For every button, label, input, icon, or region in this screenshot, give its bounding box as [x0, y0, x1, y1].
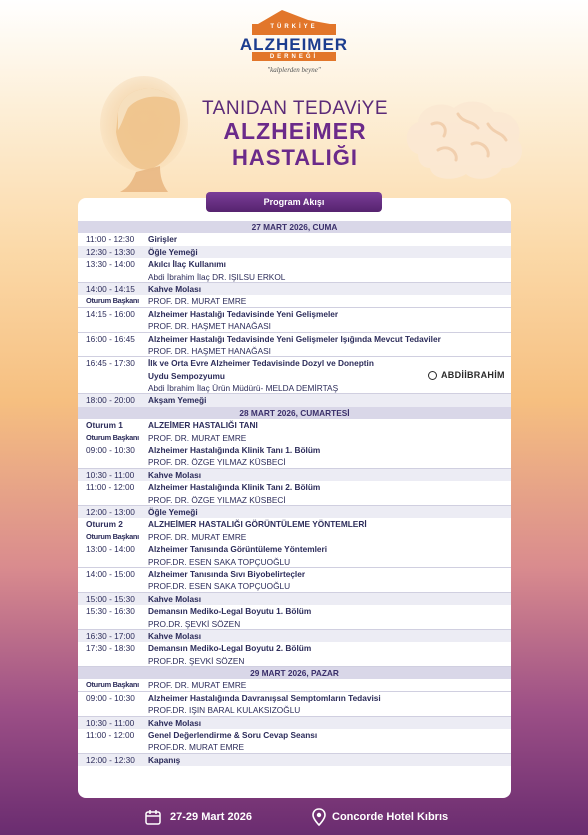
schedule-text: PROF.DR. ŞEVKİ SÖZEN	[148, 655, 245, 666]
schedule-text: Öğle Yemeği	[148, 246, 198, 257]
schedule-list	[78, 221, 511, 766]
day-header	[78, 407, 511, 419]
schedule-row	[78, 320, 511, 332]
schedule-time: 14:15 - 16:00	[86, 308, 135, 319]
schedule-row	[78, 456, 511, 468]
schedule-row	[78, 308, 511, 320]
schedule-time: 12:00 - 13:00	[86, 506, 135, 517]
schedule-text: PROF. DR. HAŞMET HANAĞASI	[148, 345, 271, 356]
schedule-row	[78, 741, 511, 753]
schedule-row	[78, 283, 511, 295]
schedule-row	[78, 357, 511, 369]
schedule-row	[78, 605, 511, 617]
day-header-text: 27 MART 2026, CUMA	[251, 222, 338, 232]
day-header	[78, 221, 511, 233]
schedule-row	[78, 618, 511, 630]
schedule-text: Girişler	[148, 234, 178, 245]
schedule-row	[78, 271, 511, 283]
schedule-row	[78, 543, 511, 555]
schedule-row	[78, 481, 511, 493]
schedule-row	[78, 642, 511, 654]
schedule-text: ALZEİMER HASTALIĞI TANI	[148, 420, 258, 431]
schedule-row	[78, 333, 511, 345]
schedule-time: 13:30 - 14:00	[86, 259, 135, 270]
schedule-text: PROF. DR. ÖZGE YILMAZ KÜSBECİ	[148, 457, 286, 468]
schedule-row	[78, 556, 511, 568]
schedule-row	[78, 692, 511, 704]
schedule-time: Oturum 1	[86, 420, 123, 431]
schedule-row	[78, 444, 511, 456]
schedule-time: Oturum Başkanı	[86, 296, 139, 306]
schedule-text: Akılcı İlaç Kullanımı	[148, 259, 226, 270]
schedule-text: PROF. DR. MURAT EMRE	[148, 531, 247, 542]
schedule-row	[78, 679, 511, 691]
schedule-time: Oturum 2	[86, 519, 123, 530]
schedule-text: Demansın Mediko-Legal Boyutu 2. Bölüm	[148, 643, 312, 654]
schedule-time: 09:00 - 10:30	[86, 692, 135, 703]
schedule-text: Alzheimer Tanısında Görüntüleme Yöntemleri	[148, 544, 328, 555]
schedule-text: PROF. DR. MURAT EMRE	[148, 296, 247, 307]
program-card	[78, 198, 511, 798]
schedule-text: PROF. DR. HAŞMET HANAĞASI	[148, 321, 271, 332]
schedule-text: PRO.DR. ŞEVKİ SÖZEN	[148, 618, 241, 629]
sponsor-icon	[428, 371, 437, 380]
schedule-row	[78, 506, 511, 518]
title-line-1: TANIDAN TEDAViYE	[201, 98, 389, 119]
schedule-row	[78, 469, 511, 481]
schedule-time: 15:00 - 15:30	[86, 593, 135, 604]
schedule-text: Alzheimer Hastalığında Klinik Tanı 1. Bölüm	[148, 445, 321, 456]
schedule-row	[78, 419, 511, 431]
schedule-row	[78, 704, 511, 716]
schedule-time: 10:30 - 11:00	[86, 717, 135, 728]
logo-top-text: TÜRKİYE	[270, 24, 318, 30]
schedule-time: 14:00 - 14:15	[86, 283, 135, 294]
title-line-2: ALZHEiMER	[223, 118, 367, 144]
schedule-time: 12:00 - 12:30	[86, 754, 135, 765]
schedule-row	[78, 432, 511, 444]
logo	[236, 8, 352, 78]
schedule-text: PROF. DR. ÖZGE YILMAZ KÜSBECİ	[148, 494, 286, 505]
schedule-row	[78, 580, 511, 592]
schedule-time: Oturum Başkanı	[86, 531, 139, 541]
schedule-time: 10:30 - 11:00	[86, 469, 135, 480]
schedule-time: 11:00 - 12:00	[86, 482, 135, 493]
schedule-row	[78, 233, 511, 245]
schedule-text: PROF. DR. MURAT EMRE	[148, 432, 247, 443]
day-header-text: 28 MART 2026, CUMARTESİ	[239, 407, 350, 418]
schedule-time: 14:00 - 15:00	[86, 568, 135, 579]
schedule-time: 11:00 - 12:30	[86, 234, 135, 245]
day-header-text: 29 MART 2026, PAZAR	[250, 668, 339, 679]
schedule-row	[78, 518, 511, 530]
schedule-row	[78, 655, 511, 667]
schedule-time: 16:00 - 16:45	[86, 333, 135, 344]
schedule-text: Kahve Molası	[148, 469, 202, 480]
schedule-row	[78, 630, 511, 642]
day-header	[78, 667, 511, 679]
schedule-text: Öğle Yemeği	[148, 506, 198, 517]
schedule-row	[78, 717, 511, 729]
schedule-time: Oturum Başkanı	[86, 680, 139, 690]
schedule-text: Alzheimer Hastalığında Klinik Tanı 2. Bölüm	[148, 482, 321, 493]
schedule-row	[78, 258, 511, 270]
schedule-time: 15:30 - 16:30	[86, 606, 135, 617]
schedule-text: Kahve Molası	[148, 593, 202, 604]
logo-main-text: ALZHEIMER	[239, 35, 349, 54]
schedule-time: 16:30 - 17:00	[86, 630, 135, 641]
schedule-row	[78, 531, 511, 543]
schedule-text: PROF.DR. IŞIN BARAL KULAKSIZOĞLU	[148, 705, 301, 716]
location-pin-icon	[310, 808, 328, 826]
schedule-row	[78, 729, 511, 741]
schedule-text: Alzheimer Hastalığı Tedavisinde Yeni Gelişmeler Işığında Mevcut Tedaviler	[148, 333, 441, 344]
schedule-row	[78, 295, 511, 307]
event-date: 27-29 Mart 2026	[170, 811, 252, 823]
schedule-text: PROF. DR. MURAT EMRE	[148, 680, 247, 691]
schedule-text: PROF.DR. ESEN SAKA TOPÇUOĞLU	[148, 581, 291, 592]
schedule-row	[78, 593, 511, 605]
schedule-text: Akşam Yemeği	[148, 395, 207, 406]
schedule-text: Kahve Molası	[148, 630, 202, 641]
schedule-row	[78, 246, 511, 258]
schedule-text: Kahve Molası	[148, 717, 202, 728]
schedule-text: Alzheimer Hastalığında Davranışsal Semptomların Tedavisi	[148, 692, 381, 703]
schedule-text: Alzheimer Tanısında Sıvı Biyobelirteçler	[148, 568, 306, 579]
logo-bottom-text: DERNEĞİ	[269, 54, 319, 60]
schedule-text: PROF.DR. MURAT EMRE	[148, 742, 245, 753]
schedule-text: Uydu Sempozyumu	[148, 370, 225, 381]
schedule-text: Abdi İbrahim İlaç DR. IŞILSU ERKOL	[148, 271, 286, 282]
schedule-row	[78, 382, 511, 394]
schedule-text: ALZHEİMER HASTALIĞI GÖRÜNTÜLEME YÖNTEMLERİ	[148, 519, 367, 530]
schedule-time: 09:00 - 10:30	[86, 445, 135, 456]
calendar-icon	[144, 808, 162, 826]
program-tab-label: Program Akışı	[206, 192, 382, 212]
schedule-row	[78, 568, 511, 580]
schedule-text: Demansın Mediko-Legal Boyutu 1. Bölüm	[148, 606, 312, 617]
schedule-row	[78, 345, 511, 357]
schedule-time: 11:00 - 12:00	[86, 730, 135, 741]
schedule-row	[78, 394, 511, 406]
logo-slogan: "kalplerden beyne"	[267, 66, 321, 74]
title-line-3: HASTALIĞI	[232, 145, 358, 170]
schedule-text: Kapanış	[148, 754, 181, 765]
schedule-text: İlk ve Orta Evre Alzheimer Tedavisinde Dozyl ve Doneptin	[148, 358, 374, 369]
schedule-time: Oturum Başkanı	[86, 432, 139, 442]
footer	[0, 806, 588, 830]
schedule-row	[78, 494, 511, 506]
schedule-time: 12:30 - 13:30	[86, 246, 135, 257]
schedule-time: 16:45 - 17:30	[86, 358, 135, 369]
schedule-time: 17:30 - 18:30	[86, 643, 135, 654]
schedule-text: Abdi İbrahim İlaç Ürün Müdürü- MELDA DEMİRTAŞ	[148, 383, 339, 394]
sponsor-logo	[428, 370, 505, 380]
sponsor-name: ABDİİBRAHİM	[441, 370, 505, 380]
schedule-time: 18:00 - 20:00	[86, 395, 135, 406]
schedule-text: Kahve Molası	[148, 283, 202, 294]
schedule-text: Genel Değerlendirme & Soru Cevap Seansı	[148, 730, 318, 741]
schedule-text: Alzheimer Hastalığı Tedavisinde Yeni Gelişmeler	[148, 308, 339, 319]
schedule-row	[78, 754, 511, 766]
event-location: Concorde Hotel Kıbrıs	[332, 811, 449, 823]
schedule-text: PROF.DR. ESEN SAKA TOPÇUOĞLU	[148, 556, 291, 567]
schedule-time: 13:00 - 14:00	[86, 544, 135, 555]
